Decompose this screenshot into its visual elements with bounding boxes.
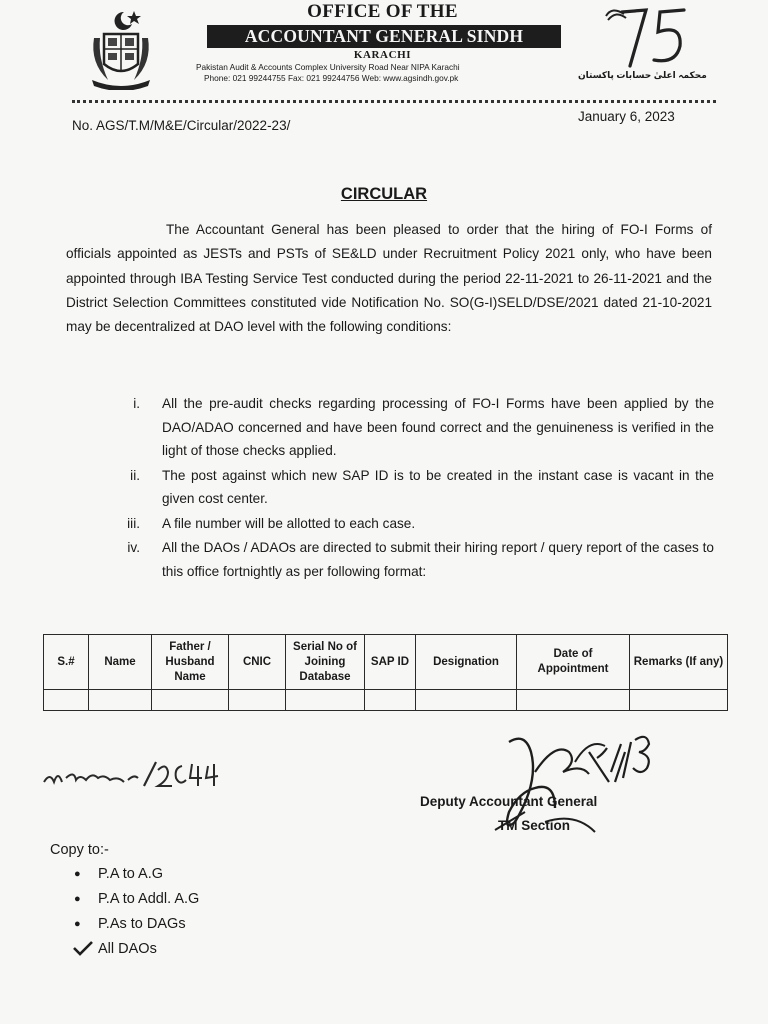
col-remarks: Remarks (If any) bbox=[630, 635, 728, 690]
city-line: KARACHI bbox=[353, 49, 412, 61]
bullet-icon: ● bbox=[74, 893, 81, 905]
header-divider bbox=[72, 100, 716, 103]
circular-date: January 6, 2023 bbox=[578, 109, 675, 124]
col-designation: Designation bbox=[416, 635, 517, 690]
item-text: The post against which new SAP ID is to be created in the instant case is vacant in the given cost center. bbox=[162, 467, 714, 506]
col-cnic: CNIC bbox=[229, 635, 286, 690]
list-item bbox=[74, 891, 199, 907]
table-row bbox=[44, 690, 728, 711]
list-item bbox=[110, 392, 714, 463]
bullet-icon: ● bbox=[74, 868, 81, 880]
contact-line: Phone: 021 99244755 Fax: 021 99244756 Web: www.agsindh.gov.pk bbox=[204, 73, 459, 83]
item-text: All the pre-audit checks regarding processing of FO-I Forms have been applied by the DAO/ADAO concerned and have been found correct and the genuineness is verified in the light of those checks applied. bbox=[162, 396, 714, 458]
office-heading: OFFICE OF THE bbox=[307, 1, 458, 22]
copy-recipient: P.A to Addl. A.G bbox=[98, 891, 200, 907]
address-line: Pakistan Audit & Accounts Complex University Road Near NIPA Karachi bbox=[196, 62, 460, 72]
hiring-report-format-table bbox=[43, 634, 728, 711]
col-sap-id: SAP ID bbox=[365, 635, 416, 690]
signatory-title: Deputy Accountant General bbox=[420, 794, 598, 809]
table-cell bbox=[517, 690, 630, 711]
handwritten-dispatch-number bbox=[40, 756, 220, 796]
table-cell bbox=[89, 690, 152, 711]
item-text: A file number will be allotted to each case. bbox=[162, 515, 416, 531]
item-number: i. bbox=[133, 396, 140, 411]
table-cell bbox=[365, 690, 416, 711]
bullet-icon: ● bbox=[74, 918, 81, 930]
government-emblem-icon bbox=[84, 8, 158, 90]
list-item bbox=[74, 916, 186, 932]
list-item bbox=[74, 941, 157, 957]
table-cell bbox=[152, 690, 229, 711]
col-date-of-appointment: Date of Appointment bbox=[517, 635, 630, 690]
item-number: iv. bbox=[127, 540, 140, 555]
urdu-motto: محکمہ اعلیٰ حسابات پاکستان bbox=[578, 70, 707, 80]
item-number: ii. bbox=[130, 467, 140, 483]
document-title bbox=[0, 185, 768, 204]
reference-number: No. AGS/T.M/M&E/Circular/2022-23/ bbox=[72, 118, 291, 133]
list-item bbox=[74, 866, 163, 882]
table-header-row bbox=[44, 635, 728, 690]
copy-recipient: P.As to DAGs bbox=[98, 916, 186, 932]
body-text: The Accountant General has been pleased to order that the hiring of FO-I Forms of officials appointed as JESTs and PSTs of SE&LD under Recruitment Policy 2021 only, who have been appointed through IBA Testing Service Test conducted during the period 22-11-2021 to 26-11-2021 and the District Selection Committees constituted vide Notification No. SO(G-I)SELD/DSE/2021 dated 21-10-2021 may be decentralized at DAO level with the following conditions: bbox=[66, 222, 712, 335]
table-cell bbox=[44, 690, 89, 711]
copy-recipient: All DAOs bbox=[98, 941, 157, 957]
conditions-list bbox=[110, 392, 714, 584]
handwritten-diary-number bbox=[602, 4, 692, 70]
list-item bbox=[110, 512, 714, 536]
signatory-section: TM Section bbox=[498, 818, 571, 833]
col-name: Name bbox=[89, 635, 152, 690]
col-father-husband-name: Father / Husband Name bbox=[152, 635, 229, 690]
body-paragraph bbox=[66, 218, 712, 339]
title-text: CIRCULAR bbox=[340, 185, 428, 203]
copy-to-label: Copy to:- bbox=[50, 842, 109, 858]
item-number: iii. bbox=[127, 515, 140, 531]
copy-recipient: P.A to A.G bbox=[98, 866, 164, 882]
table-cell bbox=[630, 690, 728, 711]
col-serial: S.# bbox=[44, 635, 89, 690]
accountant-general-banner: ACCOUNTANT GENERAL SINDH bbox=[207, 25, 561, 48]
col-serial-no-joining: Serial No of Joining Database bbox=[286, 635, 365, 690]
list-item bbox=[110, 536, 714, 583]
table-cell bbox=[416, 690, 517, 711]
table-cell bbox=[286, 690, 365, 711]
item-text: All the DAOs / ADAOs are directed to submit their hiring report / query report of the cases to this office fortnightly as per following format: bbox=[162, 540, 714, 579]
table-cell bbox=[229, 690, 286, 711]
list-item bbox=[110, 464, 714, 511]
